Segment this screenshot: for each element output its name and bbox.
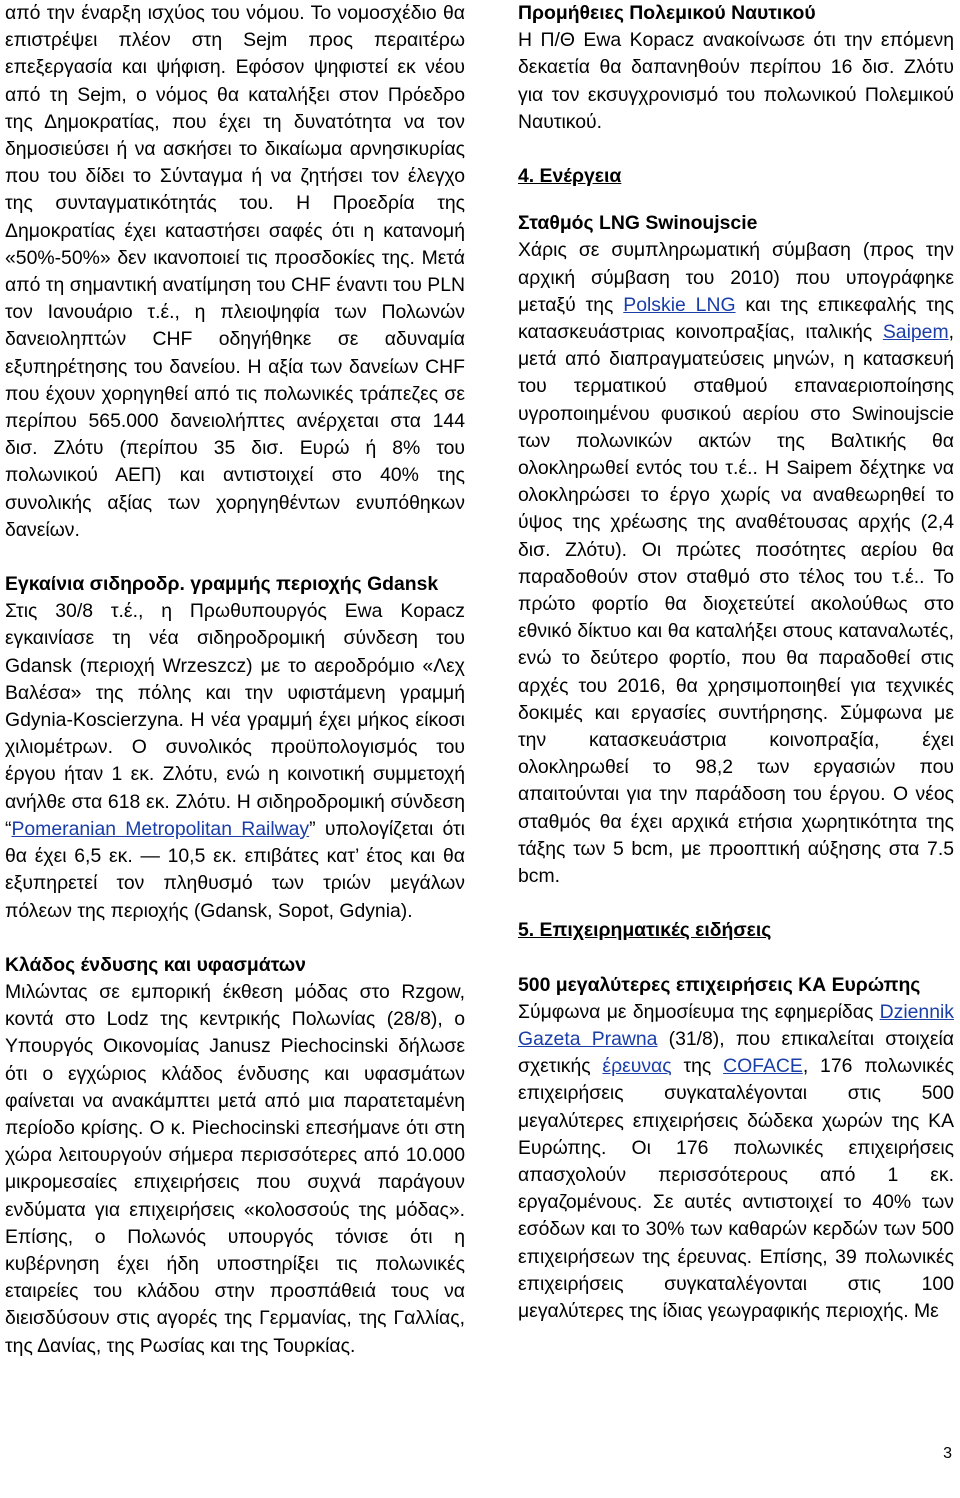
heading-textile-sector: Κλάδος ένδυσης και υφασμάτων <box>5 953 306 976</box>
paragraph-top-500-companies <box>518 999 954 1325</box>
paragraph-text: και της επικεφαλής της κατασκευάστριας κοινοπραξίας, ιταλικής <box>518 293 954 344</box>
heading-top-500-companies: 500 μεγαλύτερες επιχειρήσεις ΚΑ Ευρώπης <box>518 973 921 996</box>
paragraph-text: Μιλώντας σε εμπορική έκθεση μόδας στο Rzgow, κοντά στο Lodz της κεντρικής Πολωνίας (28/8), ο Υπουργός Οικονομίας Janusz Piechocinski δήλωσε ότι ο εγχώριος κλάδος ένδυσης και υφασμάτων φαίνεται να ανακάμπτει μετά από μια παρατεταμένη περίοδο κρίσης. Ο κ. Piechocinski επεσήμανε ότι στη χώρα λειτουργούν σήμερα περισσότερες από 10.000 μικρομεσαίες επιχειρήσεις που συχνά παράγουν ενδύματα για επιχειρήσεις «κολοσσούς της μόδας». Επίσης, ο Πολωνός υπουργός τόνισε ότι η κυβέρνηση έχει ήδη υποστηρίξει τις πολωνικές εταιρείες του κλάδου στην προσπάθειά τους να διεισδύσουν στις αγορές της Γερμανίας, της Γαλλίας, της Δανίας, της Ρωσίας και της Τουρκίας. <box>5 980 465 1357</box>
heading-lng-terminal: Σταθμός LNG Swinoujscie <box>518 212 758 235</box>
link-saipem[interactable]: Saipem <box>882 321 949 344</box>
paragraph-text: , μετά από διαπραγματεύσεις μηνών, η κατασκευή του τερματικού σταθμού επαναεριοποίησης υγροποιημένου φυσικού αερίου στο Swinoujscie των πολωνικών ακτών της Βαλτικής θα ολοκληρωθεί εντός του τ.έ.. Η Saipem δέχτηκε να ολοκληρώσει το έργο χωρίς να αναθεωρηθεί το ύψος της χρέωσης της αναθέτουσας αρχής (2,4 δισ. Ζλότυ). Οι πρώτες ποσότητες αερίου θα παραδοθούν στον σταθμό στο τέλος του τ.έ.. Το πρώτο φορτίο θα διοχετεύτεί ακολούθως στο εθνικό δίκτυο και θα καταλήξει στους καταναλωτές, ενώ το δεύτερο φορτίο, που θα παραδοθεί στις αρχές του 2016, θα χρησιμοποιηθεί για τεχνικές δοκιμές και εργασίες συντήρησης. Σύμφωνα με την κατασκευάστρια κοινοπραξία, έχει ολοκληρωθεί το 98,2 των εργασιών που απαιτούνται για την παράδοση του έργου. Ο νέος σταθμός θα έχει αρχικά ετήσια χωρητικότητα της τάξης των 5 bcm, με προοπτική αύξησης στα 7.5 bcm. <box>518 321 954 888</box>
paragraph-chf-loans <box>5 0 465 544</box>
section-heading-energy: 4. Ενέργεια <box>518 165 622 188</box>
paragraph-lng-terminal <box>518 237 954 890</box>
paragraph-textile-sector <box>5 979 465 1360</box>
paragraph-text: Η Π/Θ Ewa Kopacz ανακοίνωσε ότι την επόμενη δεκαετία θα δαπανηθούν περίπου 16 δισ. Ζλότυ για τον εκσυγχρονισμό του πολωνικού Πολεμικού Ναυτικού. <box>518 29 954 133</box>
paragraph-text: από την έναρξη ισχύος του νόμου. Το νομοσχέδιο θα επιστρέψει πλέον στη Sejm προς περαιτέρω επεξεργασία και ψήφιση. Εφόσον ψηφιστεί εκ νέου από τη Sejm, ο νόμος θα καταλήξει στον Πρόεδρο της Δημοκρατίας, που έχει τη δυνατότητα να τον δημοσιεύσει ή να ασκήσει το δικαίωμα αρνησικυρίας που του δίδει το Σύνταγμα ή να ζητήσει τον έλεγχο της συνταγματικότητάς του. Η Προεδρία της Δημοκρατίας έχει καταστήσει σαφές ότι η κατανομή «50%-50%» δεν ικανοποιεί τις προσδοκίες της. Μετά από τη σημαντική ανατίμηση του CHF έναντι του PLN τον Ιανουάριο τ.έ., η πλειοψηφία των Πολωνών δανειοληπτών CHF οδηγήθηκε σε αδυναμία εξυπηρέτησης του δανείου. Η αξία των δανείων CHF που έχουν χορηγηθεί από τις πολωνικές τράπεζες σε περίπου 565.000 δανειολήπτες ανέρχεται στα 144 δισ. Ζλότυ (περίπου 35 δισ. Ευρώ ή 8% του πολωνικού ΑΕΠ) και αντιστοιχεί στο 40% της συνολικής αξίας των χορηγηθέντων ενυπόθηκων δανείων. <box>5 2 465 541</box>
paragraph-gdansk-railway <box>5 598 465 924</box>
right-column <box>518 0 954 1325</box>
link-pomeranian-metropolitan-railway[interactable]: Pomeranian Metropolitan Railway <box>11 817 310 840</box>
paragraph-text: της <box>671 1055 724 1078</box>
paragraph-text: ” υπολογίζεται ότι θα έχει 6,5 εκ. — 10,5 εκ. επιβάτες κατ’ έτος και θα εξυπηρετεί τον πληθυσμό των τριών μεγάλων πόλεων της περιοχής (Gdansk, Sopot, Gdynia). <box>5 817 465 922</box>
heading-navy-procurement: Προμήθειες Πολεμικού Ναυτικού <box>518 2 816 24</box>
page-number: 3 <box>943 1445 952 1462</box>
paragraph-text: Χάρις σε συμπληρωματική σύμβαση (προς την αρχική σύμβαση του 2010) που υπογράφηκε μεταξύ της <box>518 239 954 316</box>
link-research[interactable]: έρευνας <box>602 1055 672 1078</box>
heading-gdansk-railway: Εγκαίνια σιδηροδρ. γραμμής περιοχής Gdansk <box>5 573 439 596</box>
left-column <box>5 0 465 1360</box>
link-polskie-lng[interactable]: Polskie LNG <box>623 293 736 316</box>
paragraph-navy-procurement <box>518 27 954 136</box>
link-dziennik-gazeta-prawna[interactable]: Dziennik Gazeta Prawna <box>518 1000 954 1050</box>
paragraph-text: Σύμφωνα με δημοσίευμα της εφημερίδας <box>518 1000 880 1023</box>
section-heading-business-news: 5. Επιχειρηματικές ειδήσεις <box>518 919 772 942</box>
paragraph-text: , 176 πολωνικές επιχειρήσεις συγκαταλέγονται στις 500 μεγαλύτερες επιχειρήσεις δώδεκα χωρών της ΚΑ Ευρώπης. Οι 176 πολωνικές επιχειρήσεις απασχολούν περισσότερους από 1 εκ. εργαζομένους. Σε αυτές αντιστοιχεί το 40% των εσόδων και το 30% των καθαρών κερδών των 500 επιχειρήσεων της έρευνας. Επίσης, 39 πολωνικές επιχειρήσεις συγκαταλέγονται στις 100 μεγαλύτερες της ίδιας γεωγραφικής περιοχής. Με <box>518 1055 954 1322</box>
paragraph-text: Στις 30/8 τ.έ., η Πρωθυπουργός Ewa Kopacz εγκαινίασε τη νέα σιδηροδρομική σύνδεση του Gdansk (περιοχή Wrzeszcz) με το αεροδρόμιο «Λεχ Βαλέσα» της πόλης και την υφιστάμενη γραμμή Gdynia-Koscierzyna. Η νέα γραμμή έχει μήκος είκοσι χιλιομέτρων. Ο συνολικός προϋπολογισμός του έργου ήταν 1 εκ. Ζλότυ, ενώ η κοινοτική συμμετοχή ανήλθε στα 618 εκ. Ζλότυ. Η σιδηροδρομική σύνδεση “ <box>5 600 465 840</box>
paragraph-text: (31/8), που επικαλείται στοιχεία σχετικής <box>518 1027 954 1078</box>
link-coface[interactable]: COFACE <box>723 1055 803 1078</box>
